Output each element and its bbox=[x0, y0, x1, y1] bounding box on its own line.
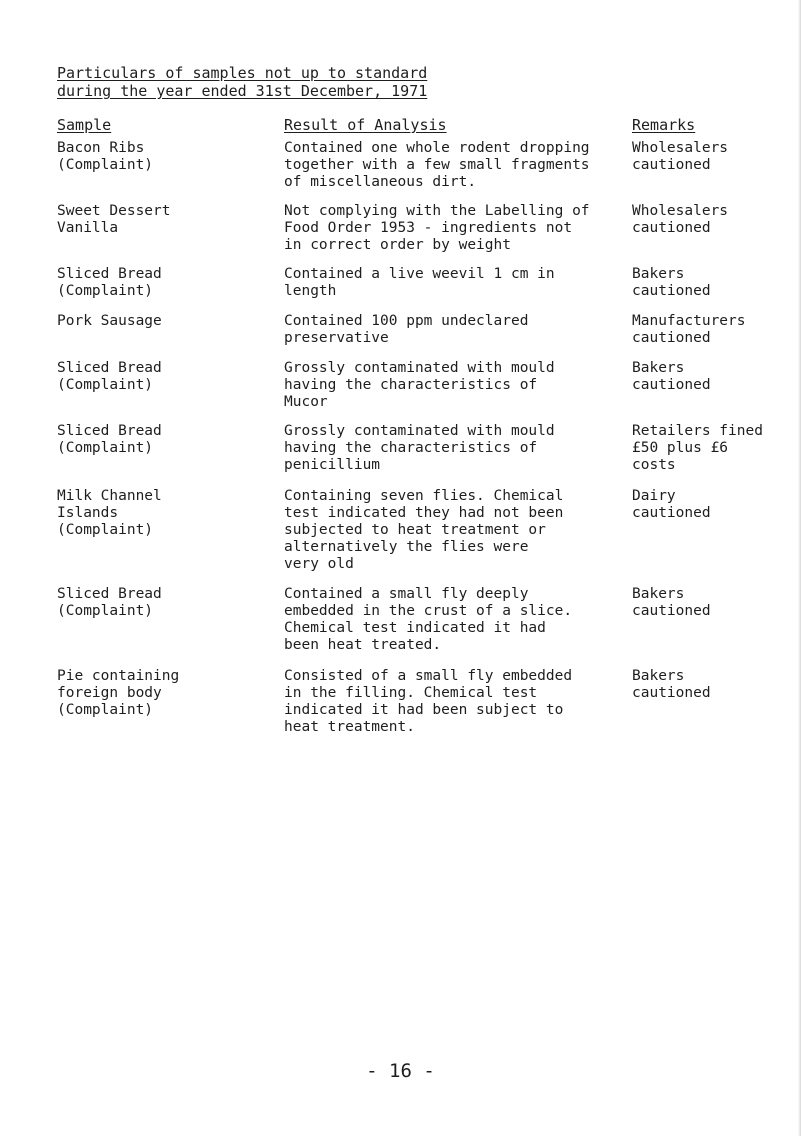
column-header-remarks: Remarks bbox=[632, 116, 696, 134]
row-4-result: Contained 100 ppm undeclared preservative bbox=[284, 313, 529, 346]
row-6-result: Grossly contaminated with mould having the characteristics of penicillium bbox=[284, 423, 555, 473]
row-8-sample: Sliced Bread (Complaint) bbox=[57, 586, 162, 619]
row-5-sample: Sliced Bread (Complaint) bbox=[57, 360, 162, 393]
row-2-sample: Sweet Dessert Vanilla bbox=[57, 203, 171, 236]
page-number: - 16 - bbox=[366, 1060, 435, 1082]
row-3-result: Contained a live weevil 1 cm in length bbox=[284, 266, 555, 299]
row-1-sample: Bacon Ribs (Complaint) bbox=[57, 140, 154, 173]
row-1-result: Contained one whole rodent dropping together with a few small fragments of miscellaneous dirt. bbox=[284, 140, 590, 190]
row-4-sample: Pork Sausage bbox=[57, 313, 162, 329]
row-3-sample: Sliced Bread (Complaint) bbox=[57, 266, 162, 299]
row-4-remarks: Manufacturers cautioned bbox=[632, 313, 746, 346]
column-header-result: Result of Analysis bbox=[284, 116, 447, 134]
row-6-sample: Sliced Bread (Complaint) bbox=[57, 423, 162, 456]
row-7-result: Containing seven flies. Chemical test indicated they had not been subjected to heat treatment or alternatively the flies were very old bbox=[284, 488, 564, 572]
row-5-result: Grossly contaminated with mould having the characteristics of Mucor bbox=[284, 360, 555, 410]
row-9-sample: Pie containing foreign body (Complaint) bbox=[57, 668, 180, 718]
row-7-remarks: Dairy cautioned bbox=[632, 488, 711, 521]
row-9-result: Consisted of a small fly embedded in the filling. Chemical test indicated it had been subject to heat treatment. bbox=[284, 668, 573, 735]
title-line-1: Particulars of samples not up to standard bbox=[57, 64, 428, 82]
row-3-remarks: Bakers cautioned bbox=[632, 266, 711, 299]
row-6-remarks: Retailers fined £50 plus £6 costs bbox=[632, 423, 763, 473]
row-5-remarks: Bakers cautioned bbox=[632, 360, 711, 393]
row-1-remarks: Wholesalers cautioned bbox=[632, 140, 729, 173]
column-header-sample: Sample bbox=[57, 116, 112, 134]
row-9-remarks: Bakers cautioned bbox=[632, 668, 711, 701]
row-7-sample: Milk Channel Islands (Complaint) bbox=[57, 488, 162, 538]
title-line-2: during the year ended 31st December, 1971 bbox=[57, 82, 428, 100]
row-8-result: Contained a small fly deeply embedded in the crust of a slice. Chemical test indicated it had been heat treated. bbox=[284, 586, 573, 653]
row-2-result: Not complying with the Labelling of Food Order 1953 - ingredients not in correct order by weight bbox=[284, 203, 590, 253]
document-title bbox=[57, 64, 427, 100]
row-8-remarks: Bakers cautioned bbox=[632, 586, 711, 619]
row-2-remarks: Wholesalers cautioned bbox=[632, 203, 729, 236]
